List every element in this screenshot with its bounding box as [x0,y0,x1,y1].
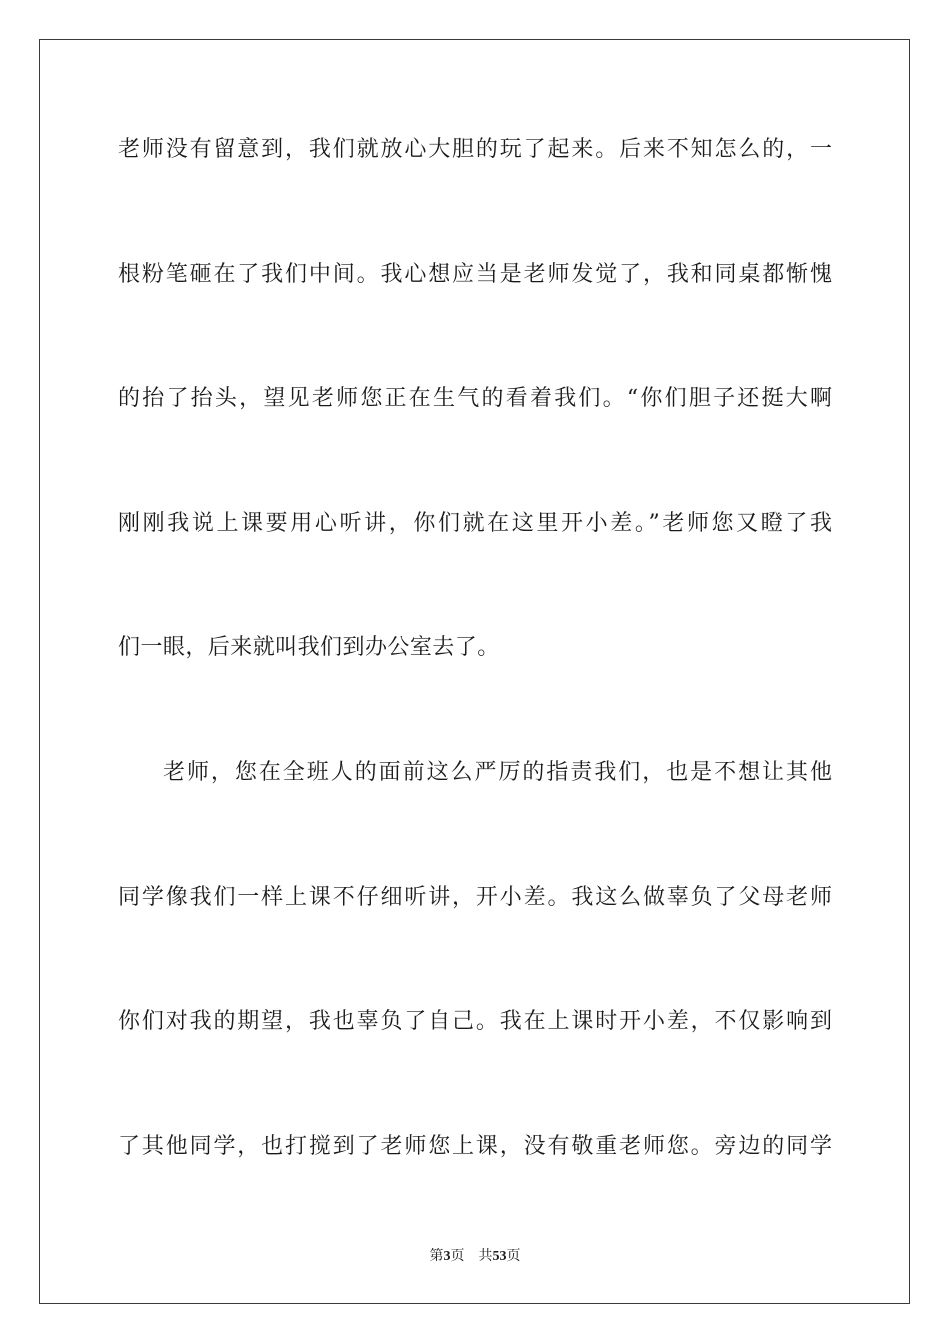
page-prefix: 第 [429,1248,444,1264]
page-border [39,39,910,1304]
text-line-7: 同学像我们一样上课不仔细听讲，开小差。我这么做辜负了父母老师 [118,885,832,910]
text-line-9: 了其他同学，也打搅到了老师您上课，没有敬重老师您。旁边的同学 [118,1134,832,1159]
page-suffix: 页 [450,1248,465,1264]
total-prefix: 共 [478,1248,493,1264]
page-footer [0,1247,950,1266]
text-line-6-paragraph-start: 老师，您在全班人的面前这么严厉的指责我们，也是不想让其他 [163,760,832,785]
text-line-3: 的抬了抬头，望见老师您正在生气的看着我们。“你们胆子还挺大啊 [118,386,832,411]
text-line-1: 老师没有留意到，我们就放心大胆的玩了起来。后来不知怎么的，一 [118,137,832,162]
text-line-2: 根粉笔砸在了我们中间。我心想应当是老师发觉了，我和同桌都惭愧 [118,262,832,287]
total-suffix: 页 [506,1248,521,1264]
total-pages: 53 [492,1249,507,1264]
text-line-5: 们一眼，后来就叫我们到办公室去了。 [118,635,500,660]
page-number: 3 [443,1249,451,1264]
text-line-8: 你们对我的期望，我也辜负了自己。我在上课时开小差，不仅影响到 [118,1009,832,1034]
text-line-4: 刚刚我说上课要用心听讲，你们就在这里开小差。”老师您又瞪了我 [118,511,832,536]
